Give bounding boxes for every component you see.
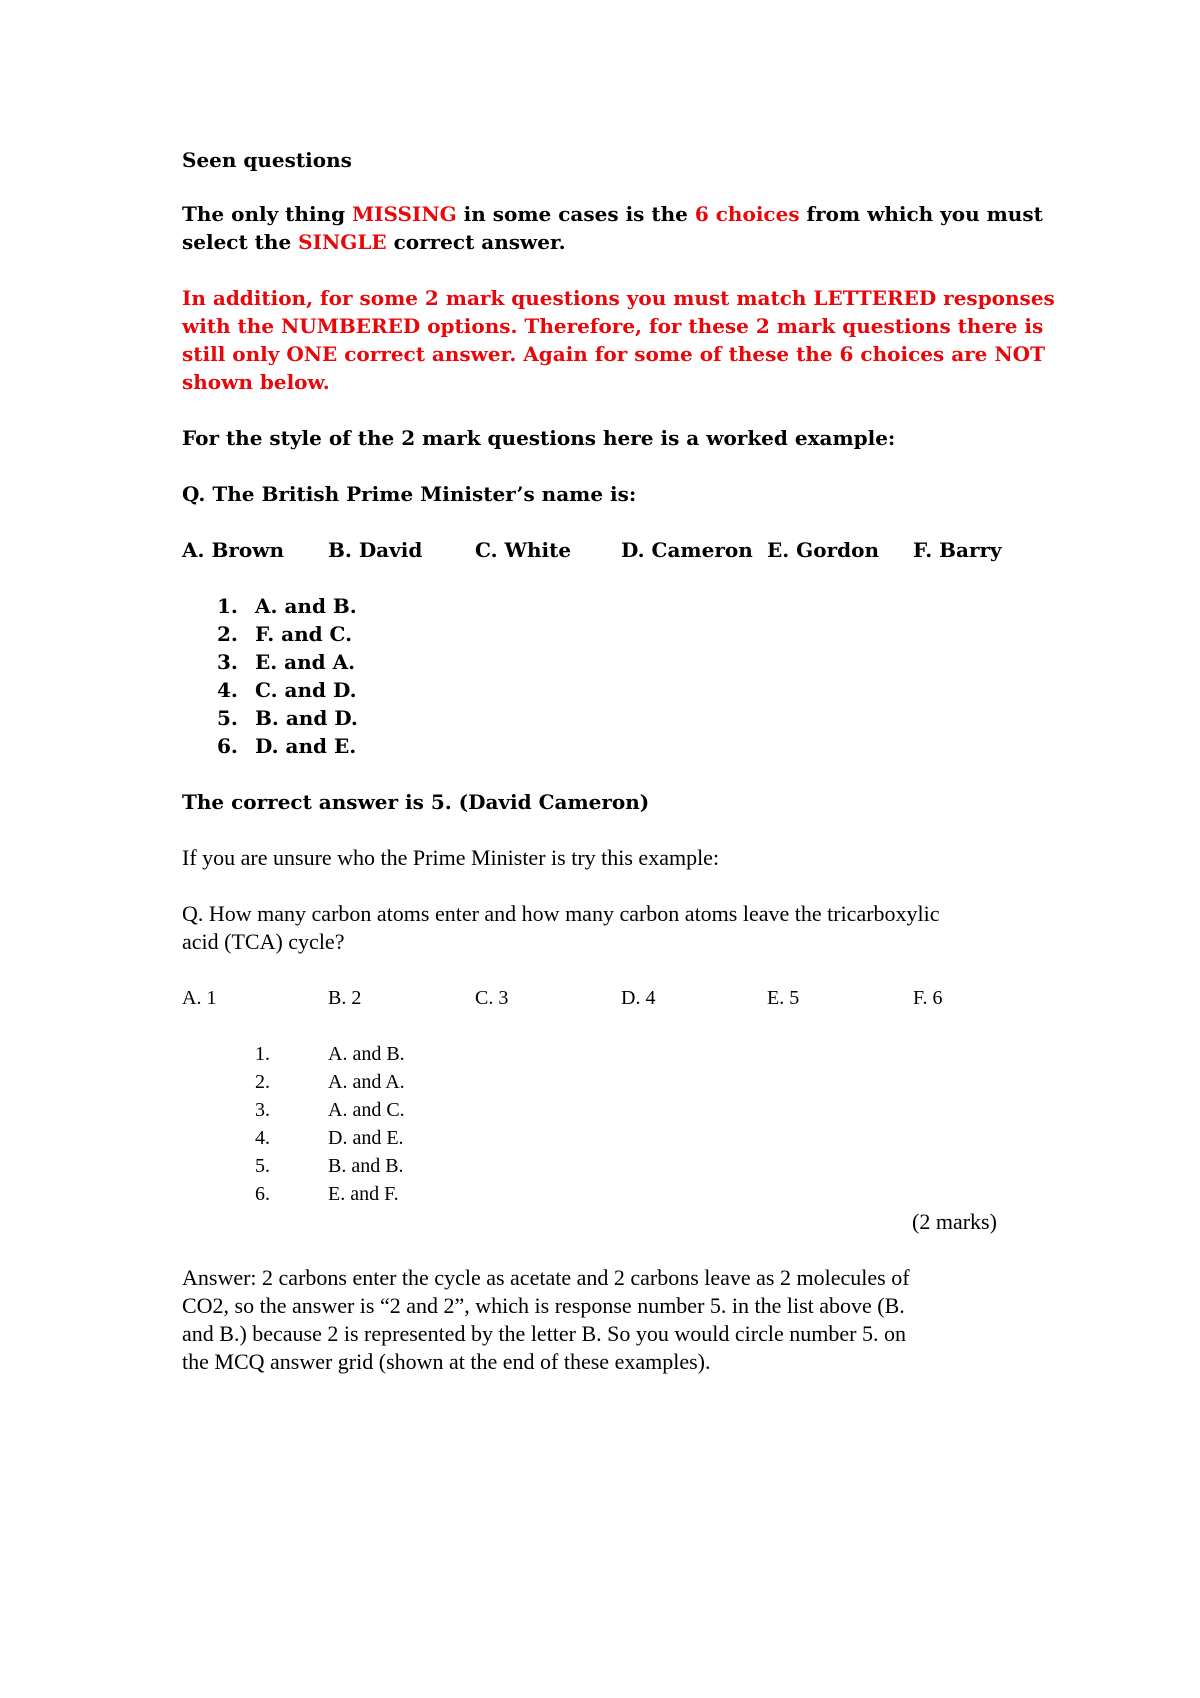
list-number: 5.	[255, 1155, 270, 1177]
intro-text: select the	[182, 230, 299, 254]
example2-answer-line-4: the MCQ answer grid (shown at the end of these examples).	[182, 1349, 711, 1374]
intro-text: The only thing	[182, 202, 353, 226]
document-page	[182, 0, 1055, 1698]
list-item: A. and B.	[328, 1043, 405, 1065]
intro-line-1	[182, 200, 1043, 228]
list-item: A. and B.	[255, 594, 357, 618]
example2-option-b: B. 2	[328, 987, 362, 1009]
example2-question-line-1: Q. How many carbon atoms enter and how many carbon atoms leave the tricarboxylic	[182, 901, 940, 926]
list-number: 3.	[255, 1099, 270, 1121]
list-number: 4.	[217, 678, 238, 702]
example1-option-b: B. David	[328, 538, 423, 562]
intro-text: in some cases is the	[456, 202, 695, 226]
list-number: 1.	[217, 594, 238, 618]
list-item: A. and C.	[328, 1099, 405, 1121]
list-number: 2.	[217, 622, 238, 646]
list-item: B. and B.	[328, 1155, 404, 1177]
list-number: 3.	[217, 650, 238, 674]
list-number: 4.	[255, 1127, 270, 1149]
missing-highlight: MISSING	[352, 202, 457, 226]
addition-line-3: still only ONE correct answer. Again for some of these the 6 choices are NOT	[182, 342, 1045, 366]
list-number: 6.	[255, 1183, 270, 1205]
single-highlight: SINGLE	[298, 230, 387, 254]
example2-answer-line-3: and B.) because 2 is represented by the letter B. So you would circle number 5. on	[182, 1321, 906, 1346]
list-item: D. and E.	[255, 734, 357, 758]
list-item: B. and D.	[255, 706, 358, 730]
example2-option-a: A. 1	[182, 987, 217, 1009]
example2-option-f: F. 6	[913, 987, 943, 1009]
list-item: A. and A.	[328, 1071, 405, 1093]
list-number: 5.	[217, 706, 238, 730]
list-number: 1.	[255, 1043, 270, 1065]
example1-option-d: D. Cameron	[621, 538, 753, 562]
addition-line-4: shown below.	[182, 370, 330, 394]
example1-question: Q. The British Prime Minister’s name is:	[182, 482, 637, 506]
example2-option-c: C. 3	[475, 987, 509, 1009]
example2-answer-line-2: CO2, so the answer is “2 and 2”, which is response number 5. in the list above (B.	[182, 1293, 905, 1318]
example1-answer: The correct answer is 5. (David Cameron)	[182, 790, 650, 814]
list-number: 2.	[255, 1071, 270, 1093]
list-item: C. and D.	[255, 678, 357, 702]
example2-option-d: D. 4	[621, 987, 656, 1009]
example2-answer-line-1: Answer: 2 carbons enter the cycle as acetate and 2 carbons leave as 2 molecules of	[182, 1265, 910, 1290]
list-item: D. and E.	[328, 1127, 404, 1149]
addition-line-2: with the NUMBERED options. Therefore, for these 2 mark questions there is	[182, 314, 1044, 338]
addition-line-1: In addition, for some 2 mark questions you must match LETTERED responses	[182, 286, 1055, 310]
example1-option-f: F. Barry	[913, 538, 1002, 562]
marks-label: (2 marks)	[912, 1209, 997, 1234]
example1-option-e: E. Gordon	[767, 538, 879, 562]
list-item: E. and A.	[255, 650, 356, 674]
example2-question-line-2: acid (TCA) cycle?	[182, 929, 345, 954]
example2-option-e: E. 5	[767, 987, 800, 1009]
unsure-note: If you are unsure who the Prime Minister is try this example:	[182, 845, 720, 870]
intro-line-2	[182, 228, 566, 256]
intro-text: from which you must	[799, 202, 1043, 226]
example1-option-a: A. Brown	[182, 538, 284, 562]
list-item: E. and F.	[328, 1183, 399, 1205]
example1-option-c: C. White	[475, 538, 572, 562]
list-item: F. and C.	[255, 622, 353, 646]
intro-text: correct answer.	[386, 230, 566, 254]
page-heading: Seen questions	[182, 148, 352, 172]
list-number: 6.	[217, 734, 238, 758]
six-choices-highlight: 6 choices	[694, 202, 800, 226]
style-note: For the style of the 2 mark questions here is a worked example:	[182, 426, 896, 450]
